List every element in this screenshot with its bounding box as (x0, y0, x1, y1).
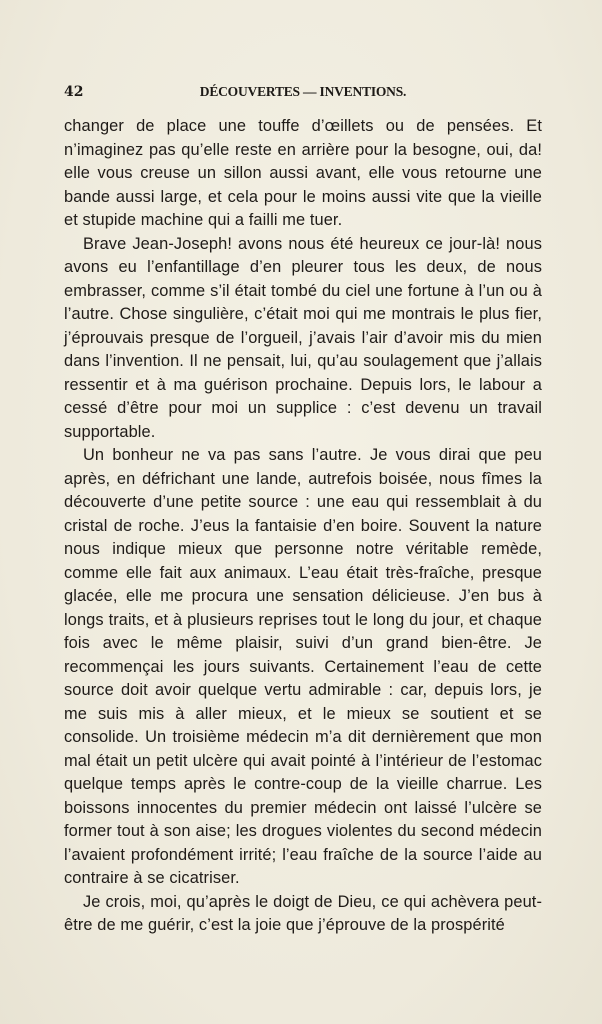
paragraph-continued: changer de place une touffe d’œillets ou de pensées. Et n’imaginez pas qu’elle reste en arrière pour la besogne, oui, da! elle vous creuse un sillon aussi avant, elle vous retourne une bande aussi large, et cela pour le moins aussi vite que la vieille et stupide machine qui a failli me tuer. (64, 117, 542, 229)
paragraph: Je crois, moi, qu’après le doigt de Dieu, ce qui achèvera peut-être de me guérir, c’est la joie que j’éprouve de la prospérité (64, 892, 542, 934)
paragraph: Brave Jean-Joseph! avons nous été heureux ce jour-là! nous avons eu l’enfantillage d’en pleurer tous les deux, de nous embrasser, comme s’il était tombé du ciel une fortune à l’un ou à l’autre. Chose singulière, c’était moi qui me montrais le plus fier, j’éprouvais presque de l’orgueil, j’avais l’air d’avoir mis du mien dans l’invention. Il ne pensait, lui, qu’au soulagement que j’allais ressentir et à ma guérison prochaine. Depuis lors, le labour a cessé d’être pour moi un supplice : c’est devenu un travail supportable. (64, 234, 542, 441)
running-head (64, 84, 542, 106)
body-text (64, 115, 542, 938)
page-number: 42 (64, 84, 84, 100)
paragraph: Un bonheur ne va pas sans l’autre. Je vous dirai que peu après, en défrichant une lande, autrefois boisée, nous fîmes la découverte d’une petite source : une eau qui ressemblait à du cristal de roche. J’eus la fantaisie d’en boire. Souvent la nature nous indique mieux que personne notre véritable remède, comme elle fait aux animaux. L’eau était très-fraîche, presque glacée, elle me procura une sensation délicieuse. J’en bus à longs traits, et à plusieurs reprises tout le long du jour, et chaque fois avec le même plaisir, suivi d’un grand bien-être. Je recommençai les jours suivants. Certainement l’eau de cette source doit avoir quelque vertu admirable : car, depuis lors, je me suis mis à aller mieux, et le mieux se soutient et se consolide. Un troisième médecin m’a dit dernièrement que mon mal était un petit ulcère qui avait pointé à l’intérieur de l’estomac quelque temps après le contre-coup de la vieille charrue. Les boissons innocentes du premier médecin ont laissé l’ulcère se former tout à son aise; les drogues violentes du second médecin l’avaient profondément irrité; l’eau fraîche de la source l’aide au contraire à se cicatriser. (64, 446, 542, 887)
running-title: DÉCOUVERTES — INVENTIONS. (199, 84, 407, 99)
